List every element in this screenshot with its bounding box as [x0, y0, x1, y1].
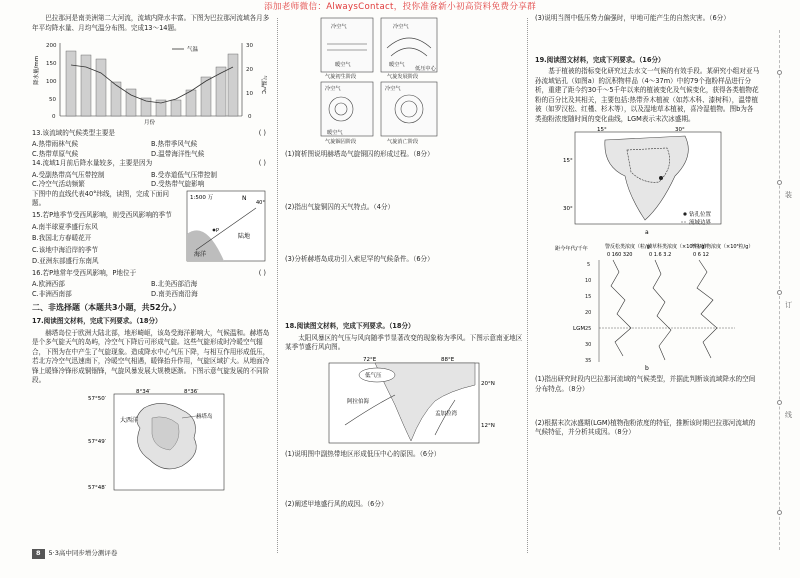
- q15-intro: 下图中的直线代表40°纬线，读图，完成下面问题。: [32, 189, 169, 208]
- watermark: 添加老师微信：AlwaysContact，投你准备新小初高资料免费分享群: [263, 2, 537, 12]
- q19-2: (2)根据末次冰盛期(LGM)植物孢粉浓度的特征，推断该时期巴拉那河流域的气候特征，并分析其成因。（8分）: [535, 418, 756, 437]
- column-1: 巴拉那河是南美洲第二大河流，流域内降水丰富。下图为巴拉那河流域各月多年平均降水量、月均气温分布图。完成13～14题。 降水量/mm 200 150 100 50 0 30 20 10 0 气温/℃ 月份 气温 13.该流域的气候类型主要是 ( ) A.热带雨林气候 B.热带季风气候 C.热带草原气候 D.温带海洋性气候 14.流域1月前后降水量较多，主要是因为 ( ) A.受副热带高气压带控制 B.受赤道低气压带控制 C.冷空气活动频繁 D.受热带气旋影响 下图中的直线代表40°纬线，读图，完成下面问题。 15.若P地季节受西风影响，则受西风影响的季节 A.南半球夏季盛行东风 B.我国北方春暖花开 C.该地中海沿岸的季节 D.亚洲东部盛行东南风 1:500 万 40° P 海洋 陆地 N 16.若P地常年受西风影响，P地位于 ( ) A.欧洲西部 B.北美西部沿海 C.非洲西南部 D.南美西南沿海 二、非选择题（本题共3小题，共52分。） 17.阅读图文材料，完成下列要求。（18分） 赫塔岛位于欧洲大陆北部，地形崎岖，该岛受海洋影响大，气候温和。赫塔岛是个多气旋天气的岛屿，冷空气下降后可形成气旋。这些气旋形成时冷暖空气辐合，下图为在中产生了气旋现象。造成降水中心气压下降，与相互作用形成低压，若北方冷空气迅速南下，冷暖空气相遇，暖锋抬升作用，气旋区域扩大。从地面冷锋上暖锋冷锋形成铜锢锋，气旋风暴发展大规模逐渐。下图示意气旋发展的不同阶段。 8°34′ 8°36′ 57°50′ 57°49′ 57°48′ 大西洋 赫塔岛: [32, 14, 270, 491]
- svg-text:20: 20: [585, 309, 592, 316]
- svg-text:12°N: 12°N: [481, 422, 495, 429]
- svg-text:冷空气: 冷空气: [325, 86, 341, 92]
- q13-options: A.热带雨林气候 B.热带季风气候 C.热带草原气候 D.温带海洋性气候: [32, 140, 205, 158]
- svg-text:30: 30: [585, 341, 592, 348]
- q17-1: (1)简析图说明赫塔岛气旋铜囚的形成过程。（8分）: [285, 149, 434, 158]
- svg-text:30: 30: [246, 43, 253, 50]
- p-location-map: [186, 190, 266, 262]
- svg-text:钻孔位置: 钻孔位置: [689, 212, 712, 219]
- pollen-concentration-chart: [535, 242, 760, 372]
- q18-1: (1)说明图中副热带地区形成低压中心的原因。（6分）: [285, 450, 441, 459]
- svg-text:57°50′: 57°50′: [88, 395, 106, 402]
- q19-1: (1)指出研究时段内巴拉那河流域的气候类型，并据此判断该流域降水的空间分布特点。（8分）: [535, 375, 756, 394]
- svg-text:P: P: [216, 227, 220, 234]
- q14-stem: 14.流域1月前后降水量较多，主要是因为 ( ): [32, 159, 266, 168]
- chart-ylabel: 降水量/mm: [34, 56, 40, 86]
- q18-text: 太阳风暴区的气压与风向随季节显著改变的现象称为季风。下图示意南亚地区某季节盛行风向图。: [285, 333, 523, 352]
- svg-text:0 1.6 3.2: 0 1.6 3.2: [649, 251, 672, 258]
- svg-text:LGM: LGM: [573, 325, 586, 332]
- svg-text:暖空气: 暖空气: [335, 62, 351, 68]
- svg-text:气旋消亡阶段: 气旋消亡阶段: [387, 139, 419, 145]
- q17-3: (3)分析赫塔岛成功引入索尼罕的气候条件。（6分）: [285, 254, 434, 263]
- svg-text:赫塔岛: 赫塔岛: [196, 413, 213, 420]
- cyclone-stages-diagram: [285, 14, 523, 146]
- svg-text:0: 0: [52, 114, 56, 121]
- q17-stem: 17.阅读图文材料，完成下列要求。（18分）: [32, 316, 162, 325]
- q19-stem: 19.阅读图文材料，完成下列要求。（16分）: [535, 55, 665, 64]
- svg-text:冷空气: 冷空气: [385, 86, 401, 92]
- svg-text:100: 100: [46, 79, 57, 86]
- parana-basin-map: [535, 126, 760, 238]
- svg-text:72°E: 72°E: [363, 356, 377, 363]
- svg-text:15°: 15°: [597, 127, 607, 134]
- svg-text:15°: 15°: [563, 158, 573, 165]
- q13-stem: 13.该流域的气候类型主要是 ( ): [32, 128, 266, 137]
- q13-intro: 巴拉那河是南美洲第二大河流，流域内降水丰富。下图为巴拉那河流域各月多年平均降水量、月均气温分布图。完成13～14题。: [32, 14, 270, 32]
- section-2-heading: 二、非选择题（本题共3小题，共52分。）: [32, 303, 181, 313]
- svg-text:阿拉伯海: 阿拉伯海: [347, 398, 370, 405]
- svg-text:暖空气: 暖空气: [389, 62, 405, 68]
- q16-options: A.欧洲西部 B.北美西部沿海 C.非洲西南部 D.南美西南沿海: [32, 280, 198, 298]
- svg-text:30°: 30°: [675, 127, 685, 134]
- q15-stem: 15.若P地季节受西风影响，则受西风影响的季节: [32, 211, 172, 220]
- svg-text:b: b: [645, 364, 649, 372]
- herta-island-map: [32, 388, 270, 493]
- column-3: [535, 14, 760, 440]
- svg-text:低气压: 低气压: [365, 372, 382, 379]
- svg-text:大西洋: 大西洋: [120, 416, 139, 424]
- svg-text:88°E: 88°E: [441, 356, 455, 363]
- svg-text:距今年代/千年: 距今年代/千年: [555, 245, 588, 252]
- svg-text:暖空气: 暖空气: [327, 130, 343, 136]
- svg-text:蕨草科类浓度（×10³粒/g）: 蕨草科类浓度（×10³粒/g）: [647, 243, 710, 250]
- svg-text:1:500 万: 1:500 万: [190, 194, 214, 201]
- svg-text:海洋: 海洋: [194, 250, 207, 258]
- svg-text:0 6 12: 0 6 12: [693, 251, 709, 258]
- svg-text:8°36′: 8°36′: [184, 388, 199, 395]
- svg-text:气旋锢囚阶段: 气旋锢囚阶段: [325, 139, 357, 145]
- svg-text:冷空气: 冷空气: [331, 24, 347, 30]
- chart-y2label: 气温/℃: [260, 75, 266, 95]
- precip-temp-chart: [32, 35, 270, 125]
- svg-text:10: 10: [585, 277, 592, 284]
- q19-text: 基于植被的指标变化研究过去水文一气候的有效手段。某研究小组对亚马孙流域钻孔（如图a）的沉积物样品（4～37m）中的79个孢粉样品进行分析，重建了距今约30千～5千年以来的植被变化及气候变化，获得各类植物花粉的百分比及其相关，主要包括:热带乔木植被（如苏木科、漆树科），温带植被（如罗汉松、红槿、杉木等），以及湿地草本植被，喜冷湿植物。图b为各类孢粉浓度随时间的变化曲线，LGM表示末次冰盛期。: [535, 67, 760, 123]
- svg-text:20: 20: [246, 67, 253, 74]
- precip-bars: [66, 51, 238, 116]
- q18-stem: 18.阅读图文材料，完成下列要求。（18分）: [285, 322, 415, 331]
- q17-text: 赫塔岛位于欧洲大陆北部，地形崎岖，该岛受海洋影响大，气候温和。赫塔岛是个多气旋天气的岛屿，冷空气下降后可形成气旋。这些气旋形成时冷暖空气辐合，下图为在中产生了气旋现象。造成降水中心气压下降，与相互作用形成低压，若北方冷空气迅速南下，冷暖空气相遇，暖锋抬升作用，气旋区域扩大。从地面冷锋上暖锋冷锋形成铜锢锋，气旋风暴发展大规模逐渐。下图示意气旋发展的不同阶段。: [32, 328, 270, 385]
- svg-text:8°34′: 8°34′: [136, 388, 151, 395]
- svg-text:5: 5: [587, 261, 591, 268]
- page-number: 8: [32, 549, 45, 558]
- svg-text:150: 150: [46, 61, 57, 68]
- q14-options: A.受副热带高气压带控制 B.受赤道低气压带控制 C.冷空气活动频繁 D.受热带气旋影响: [32, 170, 217, 189]
- svg-text:57°48′: 57°48′: [88, 484, 106, 491]
- q18-3: (3)说明当图中低压势力偏强时，甲地可能产生的自然灾害。（6分）: [535, 14, 730, 22]
- svg-text:15: 15: [585, 293, 592, 300]
- q16-stem: 16.若P地常年受西风影响，P地位于 ( ): [32, 268, 266, 277]
- binding-edge: 装 订 线: [775, 30, 797, 550]
- svg-text:警反松类浓度（粒/g）: 警反松类浓度（粒/g）: [605, 243, 655, 250]
- svg-text:20°N: 20°N: [481, 380, 495, 387]
- svg-text:10: 10: [246, 91, 253, 98]
- book-title: 5·3高中同步增分测评卷: [48, 549, 118, 558]
- svg-text:流域边界: 流域边界: [689, 220, 712, 227]
- chart-xlabel: 月份: [144, 120, 156, 126]
- svg-text:40°: 40°: [256, 199, 265, 206]
- q17-2: (2)指出气旋铜囚的天气特点。（4分）: [285, 203, 395, 212]
- svg-text:气旋发展阶段: 气旋发展阶段: [387, 74, 419, 80]
- south-asia-monsoon-map: [285, 355, 523, 447]
- svg-text:低压中心: 低压中心: [415, 66, 436, 72]
- svg-text:25: 25: [585, 325, 592, 332]
- svg-text:a: a: [645, 229, 649, 237]
- svg-text:气旋初生阶段: 气旋初生阶段: [325, 74, 357, 80]
- svg-text:N: N: [242, 194, 247, 202]
- svg-text:冷空气: 冷空气: [393, 24, 409, 30]
- svg-text:0: 0: [248, 114, 252, 121]
- svg-text:57°49′: 57°49′: [88, 438, 106, 445]
- chart-legend: 气温: [187, 47, 199, 54]
- svg-text:孟加拉湾: 孟加拉湾: [435, 410, 458, 417]
- svg-text:30°: 30°: [563, 206, 573, 213]
- svg-text:0 160 320: 0 160 320: [607, 251, 633, 258]
- page-footer: [32, 549, 192, 559]
- q18-2: (2)阐述甲地盛行风的成因。（6分）: [285, 499, 388, 508]
- svg-text:200: 200: [46, 43, 57, 50]
- column-2: [285, 14, 523, 511]
- svg-text:50: 50: [49, 97, 56, 104]
- svg-text:草本植物浓度（×10³粒/g）: 草本植物浓度（×10³粒/g）: [691, 243, 754, 250]
- svg-text:陆地: 陆地: [238, 232, 251, 240]
- svg-text:35: 35: [585, 357, 592, 364]
